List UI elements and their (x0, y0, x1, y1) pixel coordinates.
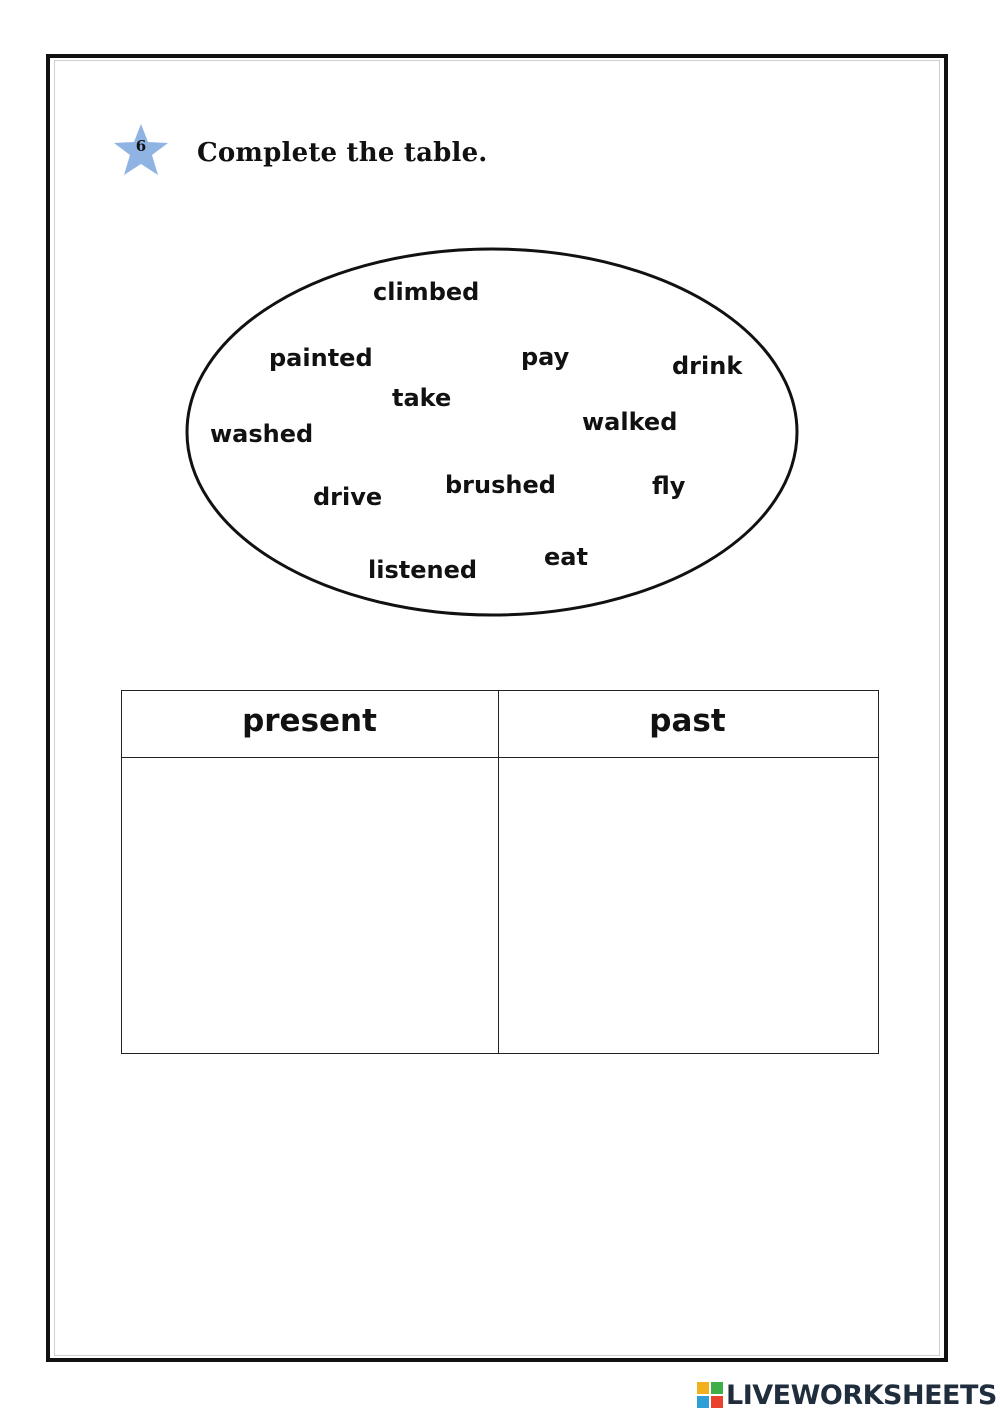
word-bank-item: washed (210, 420, 314, 448)
table-header-present: present (242, 703, 377, 739)
exercise-number: 6 (135, 137, 147, 155)
table-header-past: past (649, 703, 726, 739)
word-bank-item: pay (521, 343, 570, 371)
present-answer-cell[interactable] (122, 758, 499, 1053)
brand-name: LIVEWORKSHEETS (726, 1379, 997, 1411)
liveworksheets-logo (697, 1378, 997, 1412)
past-answer-cell[interactable] (500, 758, 877, 1053)
word-bank-item: climbed (373, 278, 480, 306)
word-bank-item: fly (652, 472, 686, 500)
word-bank-item: painted (269, 344, 373, 372)
word-bank-item: walked (582, 408, 678, 436)
logo-mark-icon (697, 1382, 723, 1408)
word-bank-item: drink (672, 352, 743, 380)
word-bank-item: eat (544, 543, 588, 571)
word-bank-item: drive (313, 483, 383, 511)
exercise-instruction: Complete the table. (197, 138, 488, 168)
word-bank-item: brushed (445, 471, 556, 499)
word-bank-item: take (392, 384, 452, 412)
word-bank-item: listened (368, 556, 478, 584)
